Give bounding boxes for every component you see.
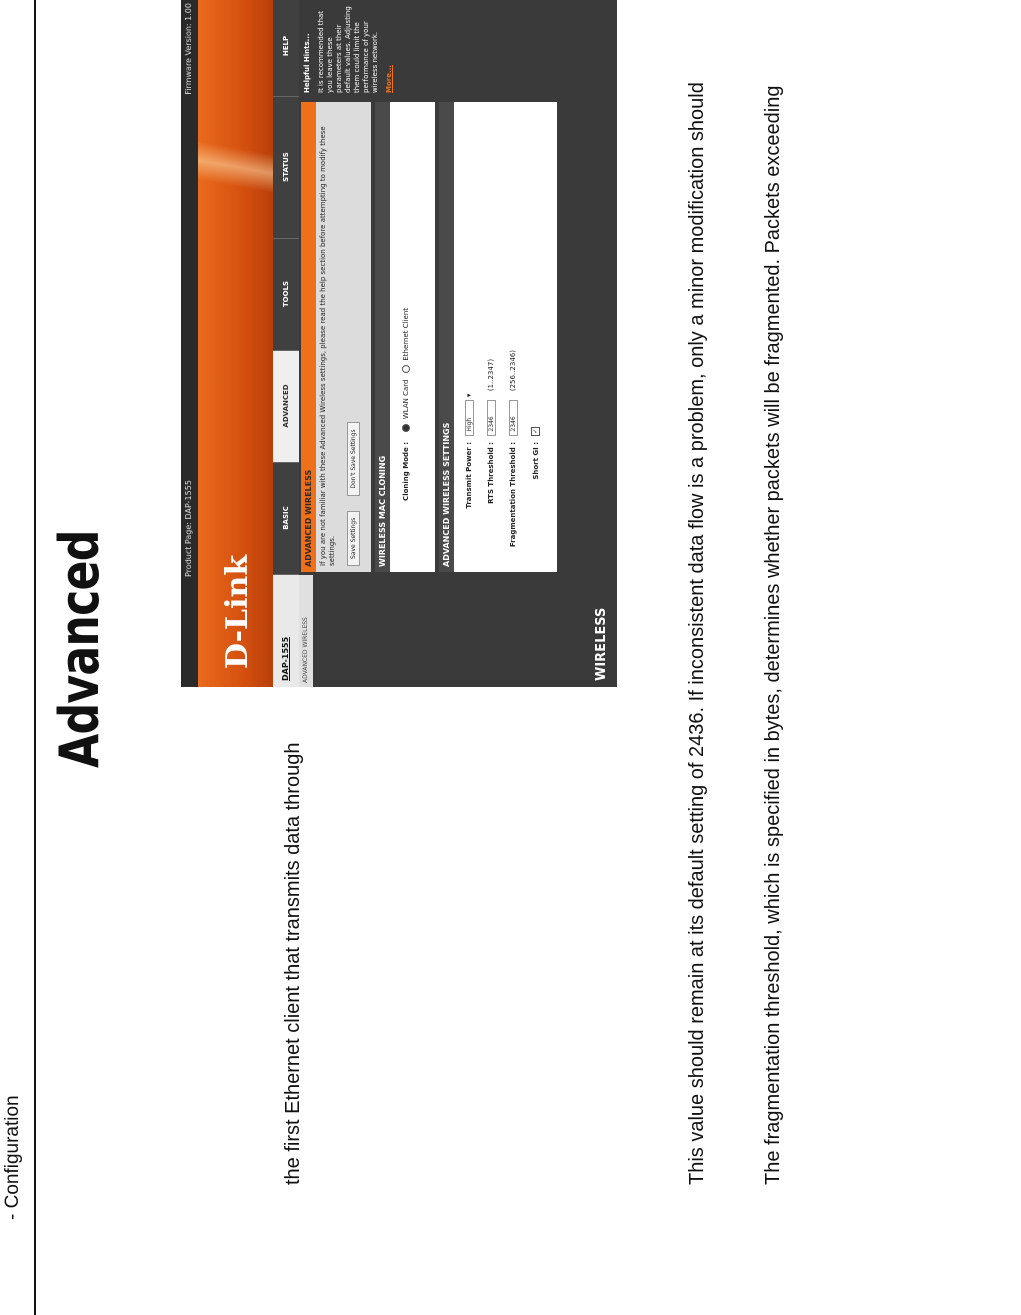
fragmentation-input[interactable]: 2346 (509, 400, 518, 436)
transmit-power-label: Transmit Power : (465, 442, 473, 509)
tab-advanced[interactable]: ADVANCED (273, 350, 299, 463)
menu-item-advanced-wireless[interactable]: ADVANCED WIRELESS (299, 575, 313, 687)
tab-basic[interactable]: BASIC (273, 462, 299, 575)
tab-status[interactable]: STATUS (273, 96, 299, 239)
transmit-power-row (465, 394, 474, 572)
settings-panel (299, 97, 617, 575)
body-text-rts: This value should remain at its default setting of 2436. If inconsistent data flow is a problem, only a minor modification should (686, 82, 708, 1185)
rts-threshold-range: (1..2347) (487, 358, 495, 392)
short-gi-row (531, 427, 540, 572)
advanced-wireless-description: If you are not familiar with these Advanced Wireless settings, please read the help section before attempting to modify these settings. (319, 126, 336, 566)
product-page-label: Product Page: DAP-1555 (184, 480, 193, 577)
advanced-settings-box (439, 102, 557, 572)
fragmentation-range: (256..2346) (509, 350, 517, 392)
advanced-wireless-title: ADVANCED WIRELESS (301, 102, 316, 572)
firmware-label: Firmware Version: 1.00 (184, 3, 193, 95)
banner-stripe (198, 77, 273, 257)
rts-threshold-row (487, 359, 496, 572)
model-text: DAP-1555 (281, 636, 290, 681)
top-info-bar (181, 0, 198, 687)
main-nav (273, 0, 299, 575)
rts-threshold-label: RTS Threshold : (487, 442, 495, 504)
wireless-footer-label: WIRELESS (594, 607, 609, 681)
help-more-link[interactable]: More... (385, 65, 393, 93)
help-title: Helpful Hints... (303, 33, 311, 93)
fragmentation-row (509, 350, 518, 572)
save-settings-button[interactable]: Save Settings (347, 511, 360, 566)
left-menu (299, 575, 617, 687)
page-heading: Advanced (48, 530, 111, 768)
body-text-cloning: the first Ethernet client that transmits data through (282, 742, 304, 1185)
mac-cloning-box (375, 102, 435, 572)
short-gi-label: Short GI : (531, 442, 540, 480)
tab-tools[interactable]: TOOLS (273, 238, 299, 351)
dont-save-settings-button[interactable]: Don't Save Settings (347, 422, 360, 495)
help-panel (299, 0, 617, 97)
dlink-logo: D-Link (220, 554, 255, 669)
wlan-card-radio[interactable] (402, 424, 410, 432)
cloning-mode-label: Cloning Mode : (402, 442, 410, 501)
model-label (273, 575, 299, 687)
short-gi-checkbox[interactable]: ✓ (532, 428, 539, 434)
advanced-settings-title: ADVANCED WIRELESS SETTINGS (439, 102, 454, 572)
body-text-fragmentation: The fragmentation threshold, which is specified in bytes, determines whether packets will be fragmented. Packets exceeding (762, 85, 784, 1185)
fragmentation-label: Fragmentation Threshold : (509, 442, 517, 548)
section-label: - Configuration (2, 1095, 23, 1220)
advanced-wireless-box (301, 102, 371, 572)
rts-threshold-input[interactable]: 2346 (487, 400, 496, 436)
mac-cloning-title: WIRELESS MAC CLONING (375, 102, 390, 572)
brand-banner (198, 0, 273, 687)
ethernet-client-radio[interactable] (402, 365, 410, 373)
chevron-down-icon[interactable]: ▾ (465, 393, 473, 398)
tab-help[interactable]: HELP (273, 0, 299, 97)
cloning-mode-row (402, 308, 410, 572)
router-screenshot (181, 0, 617, 687)
transmit-power-select[interactable]: High (465, 400, 474, 436)
ethernet-client-label: Ethernet Client (402, 307, 410, 361)
wlan-card-label: WLAN Card (402, 379, 410, 420)
help-body: It is recommended that you leave these parameters at their default values. Adjusting them could limit the performance of your wireless network. (317, 6, 379, 93)
